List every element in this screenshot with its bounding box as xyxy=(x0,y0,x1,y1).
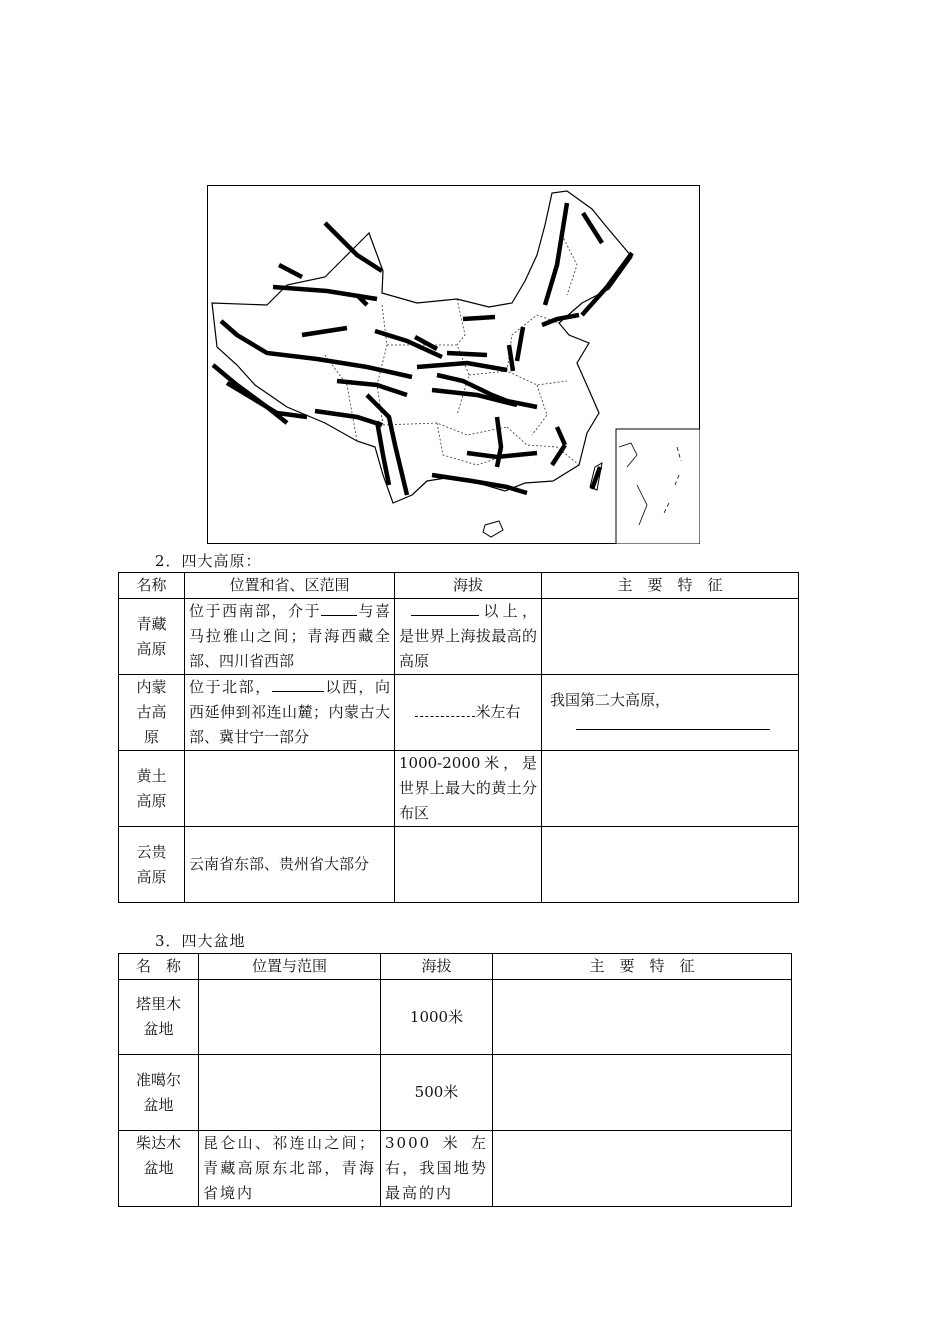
header-name: 名称 xyxy=(119,573,185,599)
plateau-features: 我国第二大高原， xyxy=(542,675,799,751)
fill-blank[interactable] xyxy=(411,601,479,616)
basin-features[interactable] xyxy=(493,1055,792,1131)
basin-features[interactable] xyxy=(493,980,792,1055)
basin-location[interactable] xyxy=(199,1055,381,1131)
header-name: 名 称 xyxy=(119,954,199,980)
plateau-name: 青藏高原 xyxy=(119,599,185,675)
plateau-altitude: 1000-2000米，是世界上最大的黄土分布区 xyxy=(395,751,542,827)
plateau-location: 位于西南部，介于 与喜马拉雅山之间；青海西藏全部、四川省西部 xyxy=(185,599,395,675)
basin-altitude: 1000米 xyxy=(381,980,493,1055)
header-altitude: 海拔 xyxy=(395,573,542,599)
china-mountains-map xyxy=(207,185,700,544)
table-row xyxy=(119,599,799,675)
basin-name: 准噶尔盆地 xyxy=(119,1055,199,1131)
basins-table xyxy=(118,953,792,1207)
fill-blank[interactable] xyxy=(415,704,475,717)
table-row xyxy=(119,1131,792,1207)
header-altitude: 海拔 xyxy=(381,954,493,980)
plateau-name: 内蒙古高原 xyxy=(119,675,185,751)
fill-blank[interactable] xyxy=(272,677,324,692)
qinling-range xyxy=(447,353,487,355)
table-row xyxy=(119,980,792,1055)
basin-name: 柴达木盆地 xyxy=(119,1131,199,1207)
basin-altitude: 500米 xyxy=(381,1055,493,1131)
header-location: 位置和省、区范围 xyxy=(185,573,395,599)
plateau-altitude: 米左右 xyxy=(395,675,542,751)
header-features: 主 要 特 征 xyxy=(542,573,799,599)
plateau-altitude[interactable] xyxy=(395,827,542,903)
header-location: 位置与范围 xyxy=(199,954,381,980)
section-title-basins: 3．四大盆地 xyxy=(155,932,246,950)
table-header-row xyxy=(119,573,799,599)
plateau-features[interactable] xyxy=(542,827,799,903)
plateaus-table xyxy=(118,572,799,903)
fill-blank[interactable] xyxy=(576,715,770,730)
plateau-location: 位于北部， 以西，向西延伸到祁连山麓；内蒙古大部、冀甘宁一部分 xyxy=(185,675,395,751)
table-row xyxy=(119,1055,792,1131)
basin-features[interactable] xyxy=(493,1131,792,1207)
plateau-name: 云贵高原 xyxy=(119,827,185,903)
plateau-altitude: 以上，是世界上海拔最高的高原 xyxy=(395,599,542,675)
plateau-features[interactable] xyxy=(542,599,799,675)
plateau-name: 黄土高原 xyxy=(119,751,185,827)
fill-blank[interactable] xyxy=(321,601,357,616)
plateau-location[interactable] xyxy=(185,751,395,827)
south-china-sea-inset xyxy=(616,429,700,544)
basin-name: 塔里木盆地 xyxy=(119,980,199,1055)
header-features: 主 要 特 征 xyxy=(493,954,792,980)
section-title-plateaus: 2．四大高原： xyxy=(155,552,262,570)
table-header-row xyxy=(119,954,792,980)
basin-altitude: 3000米左右，我国地势最高的内 xyxy=(381,1131,493,1207)
table-row xyxy=(119,751,799,827)
table-row xyxy=(119,827,799,903)
basin-location: 昆仑山、祁连山之间；青藏高原东北部，青海省境内 xyxy=(199,1131,381,1207)
table-row xyxy=(119,675,799,751)
plateau-location: 云南省东部、贵州省大部分 xyxy=(185,827,395,903)
plateau-features[interactable] xyxy=(542,751,799,827)
basin-location[interactable] xyxy=(199,980,381,1055)
